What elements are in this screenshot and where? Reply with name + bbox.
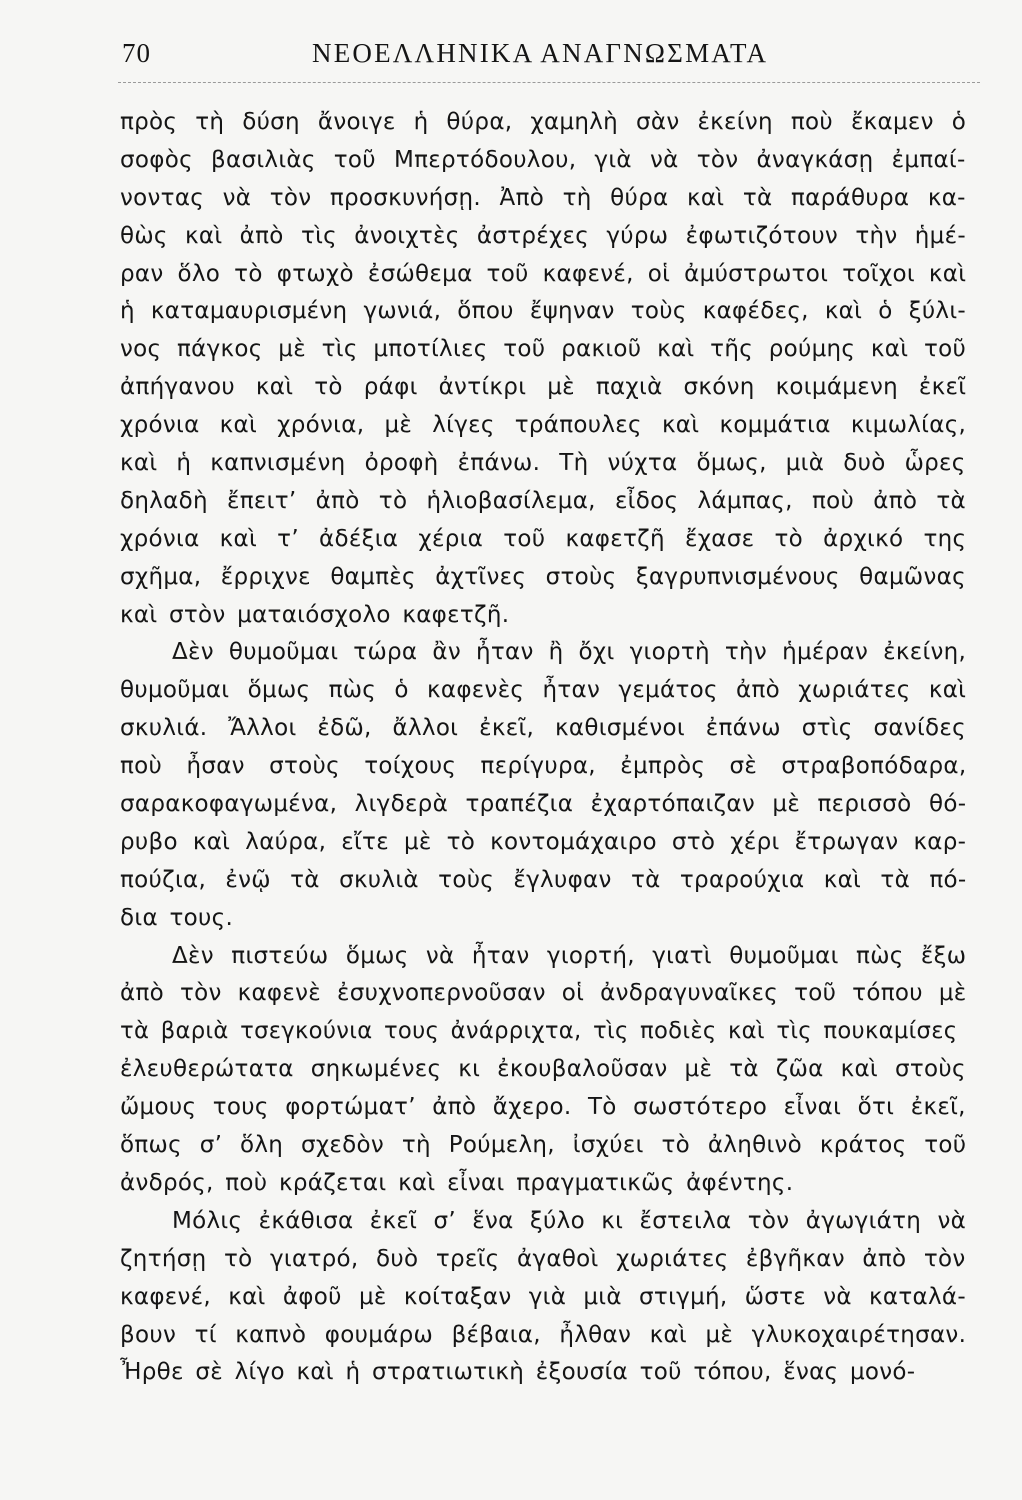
text-line: ζητήσῃ τὸ γιατρό, δυὸ τρεῖς ἀγαθοὶ χωριάτες ἐβγῆκαν ἀπὸ τὸν bbox=[120, 1245, 966, 1272]
paragraph-3 bbox=[120, 938, 966, 1203]
text-line: σχῆμα, ἔρριχνε θαμπὲς ἀχτῖνες στοὺς ξαγρυπνισμένους θαμῶνας bbox=[120, 563, 966, 590]
text-line: σκυλιά. Ἄλλοι ἐδῶ, ἄλλοι ἐκεῖ, καθισμένοι ἐπάνω στὶς σανίδες bbox=[120, 715, 966, 742]
text-line: Μόλις ἐκάθισα ἐκεῖ σ’ ἕνα ξύλο κι ἔστειλα τὸν ἀγωγιάτη νὰ bbox=[172, 1207, 967, 1234]
page-header bbox=[122, 38, 977, 78]
text-line: ὅπως σ’ ὅλη σχεδὸν τὴ Ρούμελη, ἰσχύει τὸ ἀληθινὸ κράτος τοῦ bbox=[120, 1132, 966, 1159]
text-line: καὶ ἡ καπνισμένη ὀροφὴ ἐπάνω. Τὴ νύχτα ὅμως, μιὰ δυὸ ὧρες bbox=[120, 450, 966, 477]
text-line: καὶ στὸν ματαιόσχολο καφετζῆ. bbox=[120, 601, 510, 628]
text-line: δια τους. bbox=[120, 904, 234, 931]
text-line: τὰ βαριὰ τσεγκούνια τους ἀνάρριχτα, τὶς ποδιὲς καὶ τὶς πουκαμίσες bbox=[120, 1018, 958, 1045]
text-line: σαρακοφαγωμένα, λιγδερὰ τραπέζια ἐχαρτόπαιζαν μὲ περισσὸ θό- bbox=[120, 791, 966, 818]
text-line: θυμοῦμαι ὅμως πὼς ὁ καφενὲς ἦταν γεμάτος ἀπὸ χωριάτες καὶ bbox=[120, 677, 966, 704]
text-line: καφενέ, καὶ ἀφοῦ μὲ κοίταξαν γιὰ μιὰ στιγμή, ὥστε νὰ καταλά- bbox=[120, 1283, 966, 1310]
text-line: ἀνδρός, ποὺ κράζεται καὶ εἶναι πραγματικῶς ἀφέντης. bbox=[120, 1169, 794, 1196]
body-text bbox=[120, 104, 966, 1392]
text-line: πρὸς τὴ δύση ἄνοιγε ἡ θύρα, χαμηλὴ σὰν ἐκείνη ποὺ ἔκαμεν ὁ bbox=[120, 109, 966, 135]
text-line: Δὲν πιστεύω ὅμως νὰ ἦταν γιορτή, γιατὶ θυμοῦμαι πὼς ἔξω bbox=[172, 942, 967, 969]
page-number: 70 bbox=[122, 38, 151, 68]
running-title: ΝΕΟΕΛΛΗΝΙΚΑ ΑΝΑΓΝΩΣΜΑΤΑ bbox=[312, 38, 769, 68]
text-line: πούζια, ἐνῷ τὰ σκυλιὰ τοὺς ἔγλυφαν τὰ τραρούχια καὶ τὰ πό- bbox=[120, 866, 966, 893]
text-line: χρόνια καὶ χρόνια, μὲ λίγες τράπουλες καὶ κομμάτια κιμωλίας, bbox=[120, 412, 966, 439]
text-line: ἐλευθερώτατα σηκωμένες κι ἐκουβαλοῦσαν μὲ τὰ ζῶα καὶ στοὺς bbox=[120, 1056, 966, 1083]
text-line: δηλαδὴ ἔπειτ’ ἀπὸ τὸ ἡλιοβασίλεμα, εἶδος λάμπας, ποὺ ἀπὸ τὰ bbox=[120, 487, 966, 514]
text-line: Δὲν θυμοῦμαι τώρα ἂν ἦταν ἢ ὄχι γιορτὴ τὴν ἡμέραν ἐκείνη, bbox=[172, 639, 967, 666]
text-line: ὤμους τους φορτώματ’ ἀπὸ ἄχερο. Τὸ σωστότερο εἶναι ὅτι ἐκεῖ, bbox=[120, 1094, 966, 1121]
text-line: ποὺ ἦσαν στοὺς τοίχους περίγυρα, ἐμπρὸς σὲ στραβοπόδαρα, bbox=[120, 753, 966, 780]
paragraph-2 bbox=[120, 634, 966, 937]
header-rule bbox=[118, 82, 980, 83]
text-line: νοντας νὰ τὸν προσκυνήσῃ. Ἀπὸ τὴ θύρα καὶ τὰ παράθυρα κα- bbox=[120, 184, 966, 211]
text-line: βουν τί καπνὸ φουμάρω βέβαια, ἦλθαν καὶ μὲ γλυκοχαιρέτησαν. bbox=[120, 1321, 966, 1348]
paragraph-1 bbox=[120, 104, 966, 634]
text-line: Ἦρθε σὲ λίγο καὶ ἡ στρατιωτικὴ ἐξουσία τοῦ τόπου, ἕνας μονό- bbox=[120, 1359, 916, 1386]
text-line: θὼς καὶ ἀπὸ τὶς ἀνοιχτὲς ἀστρέχες γύρω ἐφωτιζότουν τὴν ἡμέ- bbox=[120, 222, 966, 249]
text-line: ἀπὸ τὸν καφενὲ ἐσυχνοπερνοῦσαν οἱ ἀνδραγυναῖκες τοῦ τόπου μὲ bbox=[120, 980, 966, 1007]
text-line: ρυβο καὶ λαύρα, εἴτε μὲ τὸ κοντομάχαιρο στὸ χέρι ἔτρωγαν καρ- bbox=[120, 828, 966, 855]
text-line: ἀπήγανου καὶ τὸ ράφι ἀντίκρι μὲ παχιὰ σκόνη κοιμάμενη ἐκεῖ bbox=[120, 374, 966, 401]
text-line: ραν ὅλο τὸ φτωχὸ ἐσώθεμα τοῦ καφενέ, οἱ ἀμύστρωτοι τοῖχοι καὶ bbox=[120, 260, 966, 287]
paragraph-4 bbox=[120, 1203, 966, 1392]
text-line: ἡ καταμαυρισμένη γωνιά, ὅπου ἔψηναν τοὺς καφέδες, καὶ ὁ ξύλι- bbox=[120, 298, 966, 325]
text-line: σοφὸς βασιλιὰς τοῦ Μπερτόδουλου, γιὰ νὰ τὸν ἀναγκάσῃ ἐμπαί- bbox=[120, 146, 966, 173]
text-line: νος πάγκος μὲ τὶς μποτίλιες τοῦ ρακιοῦ καὶ τῆς ρούμης καὶ τοῦ bbox=[120, 336, 966, 363]
text-line: χρόνια καὶ τ’ ἀδέξια χέρια τοῦ καφετζῆ ἔχασε τὸ ἀρχικό της bbox=[120, 525, 966, 552]
